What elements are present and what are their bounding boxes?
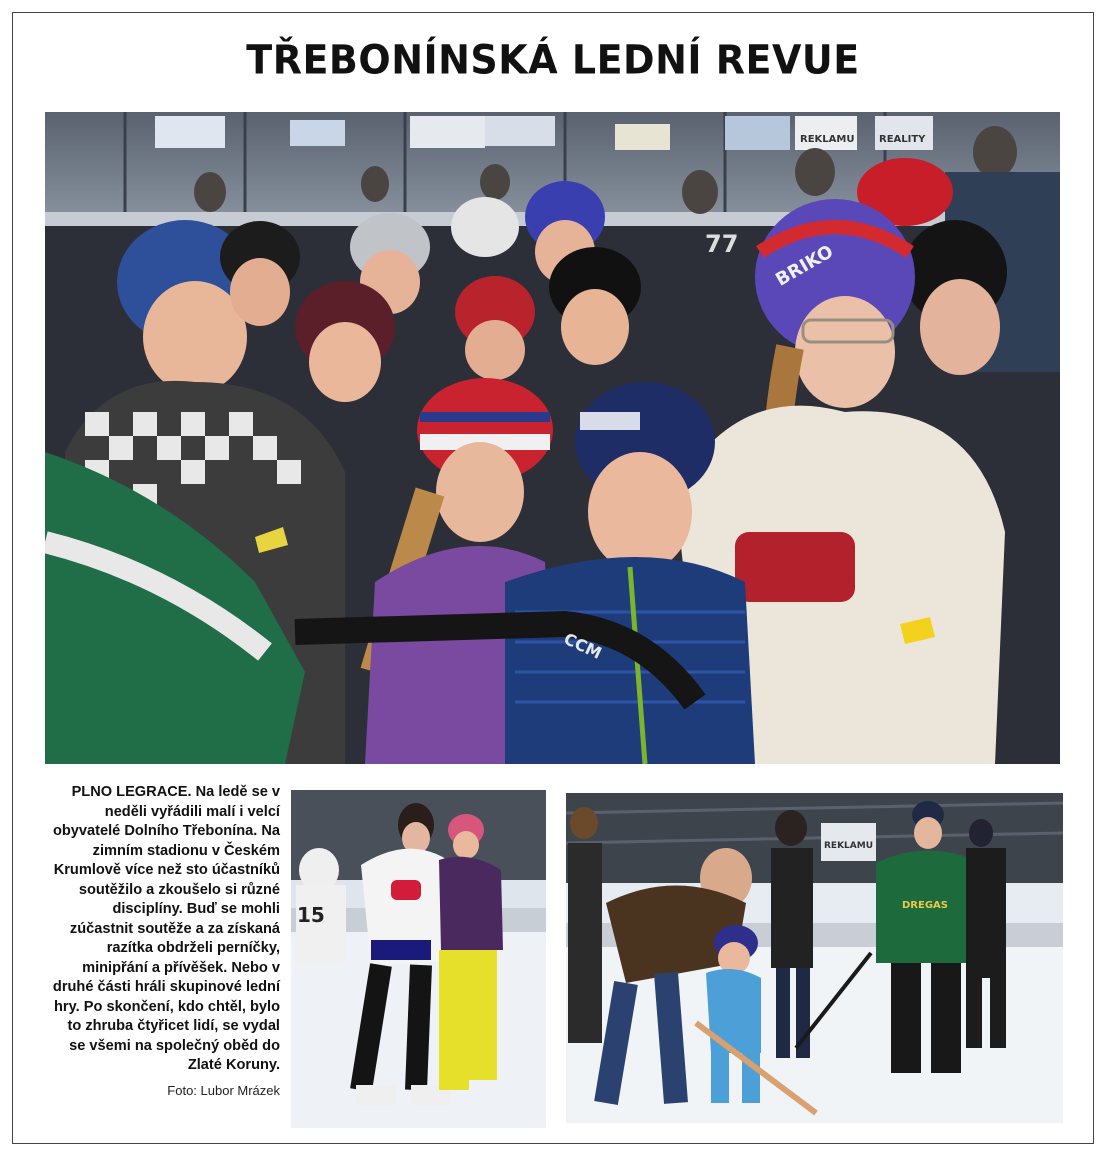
side-photo-hockey-illustration: [566, 793, 1063, 1123]
banner-reality-text: REALITY: [879, 134, 926, 145]
side-photo-hockey: [566, 793, 1063, 1123]
caption-body: Na ledě se v neděli vyřádili malí i velcí obyvatelé Dolního Třebonína. Na zimním stadionu v Českém Krumlově více než sto účastníků soutěžilo a zkoušelo si různé disciplíny. Buď se mohli zúčastnit soutěže a za získaná razítka obdrželi perníčky, minipřání a přívěšek. Nebo v druhé části hráli skupinové lední hry. Po skončení, kdo chtěl, bylo to zhruba čtyřicet lidí, se vydal se všemi na společný oběd do Zlaté Koruny.: [52, 784, 280, 1073]
background-jersey-number: 77: [705, 230, 739, 258]
main-photo: [45, 112, 1060, 764]
stick-brand-text: CCM: [560, 629, 605, 663]
side-photo-skating: [291, 790, 546, 1128]
photo-credit: Foto: Lubor Mrázek: [167, 1083, 280, 1098]
caption-lead: PLNO LEGRACE.: [71, 784, 192, 800]
side-b-jersey-text: DREGAS: [902, 900, 948, 911]
main-photo-illustration: [45, 112, 1060, 764]
side-photo-skating-illustration: [291, 790, 546, 1128]
headline: TŘEBONÍNSKÁ LEDNÍ REVUE: [246, 36, 860, 84]
side-a-jersey-number: 15: [297, 903, 325, 927]
banner-reklamu-text: REKLAMU: [800, 134, 855, 145]
helmet-brand-text: BRIKO: [772, 241, 837, 291]
photo-caption: [52, 783, 280, 1076]
side-b-banner-text: REKLAMU: [824, 841, 874, 851]
